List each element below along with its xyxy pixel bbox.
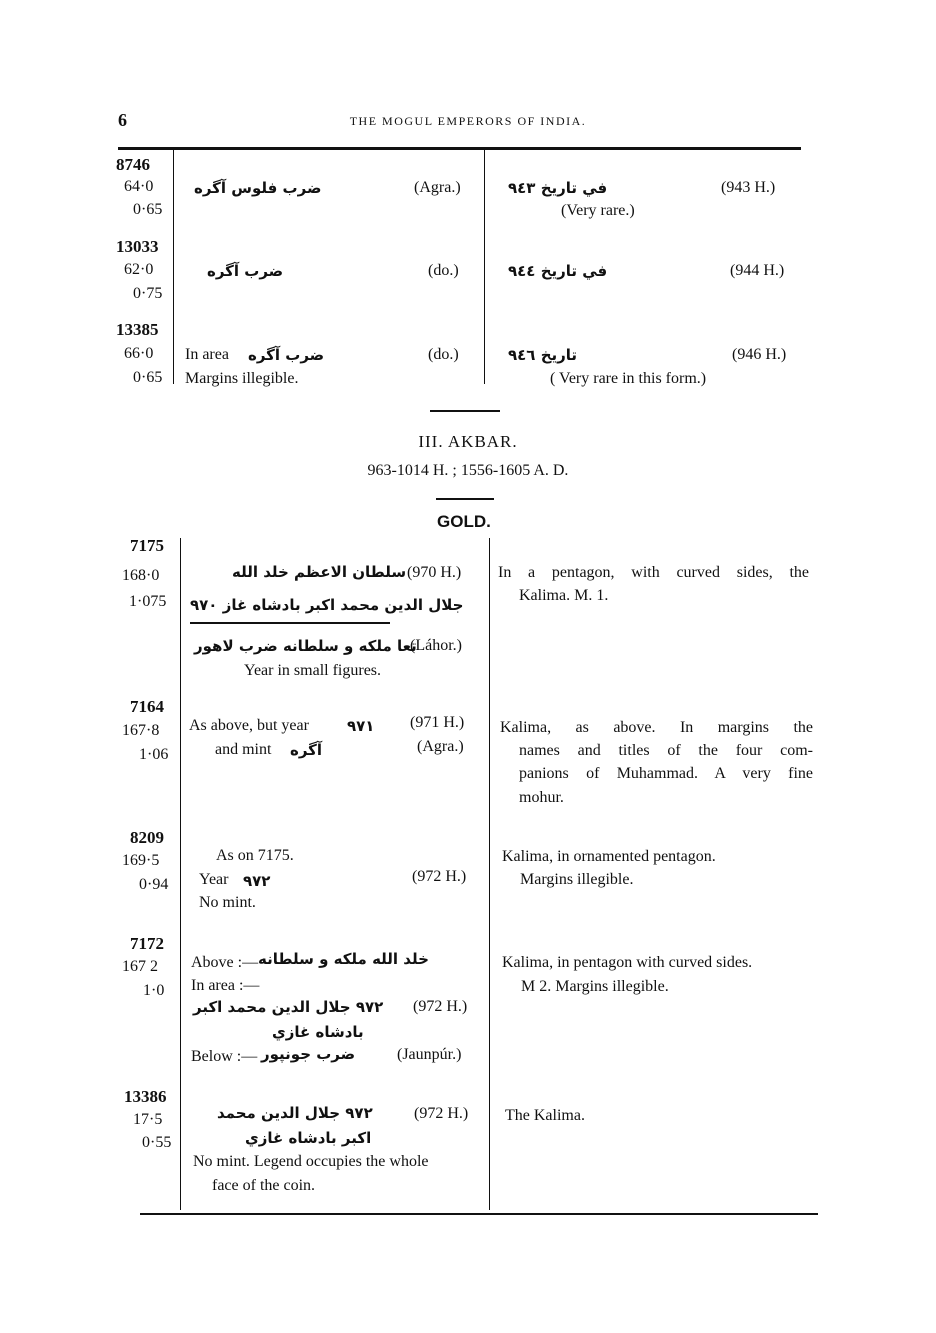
catalogue-number: 7164 (130, 697, 164, 716)
rarity-note: ( Very rare in this form.) (550, 370, 707, 387)
reverse-description: Margins illegible. (520, 871, 634, 888)
mint-arabic: آگره (290, 741, 323, 759)
reverse-description: In a pentagon, with curved sides, the (498, 564, 809, 581)
section-rule (430, 410, 500, 412)
legend-stroke (190, 622, 390, 624)
area-label: In area :— (191, 977, 260, 994)
obverse-legend-line: اکبر بادشاه غازي (245, 1129, 372, 1147)
metal-heading: GOLD. (437, 512, 491, 531)
obverse-text: No mint. (199, 894, 256, 911)
weight: 167·8 (122, 722, 160, 739)
size: 0·55 (142, 1134, 172, 1151)
reverse-description: Kalima, as above. In margins the (500, 719, 813, 736)
obverse-text: face of the coin. (212, 1177, 316, 1194)
reverse-description: Kalima, in ornamented pentagon. (502, 848, 716, 865)
mint: (Jaunpúr.) (397, 1046, 462, 1063)
mint: (Láhor.) (410, 637, 462, 654)
below-label: Below :— (191, 1048, 258, 1065)
reverse-legend: في تاريخ ٩٤٤ (508, 262, 608, 280)
note: Year in small figures. (244, 662, 382, 679)
obverse-legend-line: سلطان الاعظم خلد الله (232, 563, 407, 581)
catalogue-number: 13386 (124, 1087, 167, 1106)
obverse-text: As above, but year (189, 717, 309, 734)
mint: (Agra.) (414, 179, 461, 196)
reverse-description: The Kalima. (505, 1107, 585, 1124)
catalogue-number: 8746 (116, 155, 150, 174)
reverse-description: names and titles of the four com- (519, 742, 813, 759)
catalogue-number: 8209 (130, 828, 164, 847)
reverse-description: M 2. Margins illegible. (521, 978, 669, 995)
year-arabic: ٩٧٢ (243, 872, 271, 890)
header-rule (118, 147, 801, 150)
mint: (do.) (428, 346, 459, 363)
footer-rule (140, 1213, 818, 1215)
upper-divider-left (173, 150, 174, 384)
catalogue-number: 13033 (116, 237, 159, 256)
above-label: Above :— (191, 954, 259, 971)
reverse-description: mohur. (519, 789, 564, 806)
upper-divider-mid (484, 150, 485, 384)
hijri-year: (971 H.) (410, 714, 465, 731)
obverse-legend: ضرب آگره (207, 262, 284, 280)
rarity-note: (Very rare.) (561, 202, 635, 219)
hijri-year: (970 H.) (407, 564, 462, 581)
gold-divider-left (180, 538, 181, 1210)
gold-divider-mid (489, 538, 490, 1210)
hijri-year: (972 H.) (413, 998, 468, 1015)
hijri-year: (943 H.) (721, 179, 776, 196)
obverse-legend-line: تعا ملكه و سلطانه ضرب لاهور (194, 637, 417, 655)
hijri-year: (946 H.) (732, 346, 787, 363)
obverse-legend-line: جلال الدين محمد اکبر بادشاه غاز ٩٧٠ (190, 596, 464, 614)
obverse-text: and mint (215, 741, 272, 758)
reverse-description: panions of Muhammad. A very fine (519, 765, 813, 782)
size: 0·65 (133, 201, 163, 218)
area-label: In area (185, 346, 229, 363)
below-legend: ضرب جونپور (261, 1045, 356, 1063)
year-arabic: ٩٧١ (347, 717, 375, 735)
weight: 169·5 (122, 852, 160, 869)
weight: 66·0 (124, 345, 154, 362)
size: 1·06 (139, 746, 169, 763)
size: 0·94 (139, 876, 169, 893)
size: 0·65 (133, 369, 163, 386)
mint: (do.) (428, 262, 459, 279)
weight: 17·5 (133, 1111, 163, 1128)
section-title: III. AKBAR. (418, 432, 518, 451)
obverse-legend: ضرب فلوس آگره (194, 179, 322, 197)
size: 0·75 (133, 285, 163, 302)
weight: 62·0 (124, 261, 154, 278)
reverse-description: Kalima. M. 1. (519, 587, 609, 604)
obverse-text: As on 7175. (216, 847, 294, 864)
running-title: THE MOGUL EMPERORS OF INDIA. (349, 114, 587, 128)
reverse-legend: تاريخ ٩٤٦ (508, 346, 578, 364)
area-legend-line: بادشاه غازي (272, 1023, 364, 1041)
obverse-text: Year (199, 871, 229, 888)
obverse-legend: ضرب آگره (248, 346, 325, 364)
hijri-year: (972 H.) (414, 1105, 469, 1122)
weight: 168·0 (122, 567, 160, 584)
catalogue-number: 13385 (116, 320, 159, 339)
obverse-legend-line: ٩٧٢ جلال الدين محمد (217, 1104, 373, 1122)
area-legend-line: ٩٧٢ جلال الدين محمد اکبر (193, 998, 384, 1016)
reverse-legend: في تاريخ ٩٤٣ (508, 179, 608, 197)
size: 1·0 (143, 982, 165, 999)
hijri-year: (944 H.) (730, 262, 785, 279)
size: 1·075 (129, 593, 167, 610)
hijri-year: (972 H.) (412, 868, 467, 885)
obverse-text: No mint. Legend occupies the whole (193, 1153, 429, 1170)
weight: 167 2 (122, 958, 158, 975)
reverse-description: Kalima, in pentagon with curved sides. (502, 954, 753, 971)
margin-note: Margins illegible. (185, 370, 299, 387)
catalogue-number: 7172 (130, 934, 164, 953)
above-legend: خلد الله ملكه و سلطانه (258, 950, 429, 968)
reign-dates: 963-1014 H. ; 1556-1605 A. D. (367, 462, 569, 479)
dates-rule (436, 498, 494, 500)
page-number: 6 (118, 110, 127, 130)
mint: (Agra.) (417, 738, 464, 755)
catalogue-number: 7175 (130, 536, 164, 555)
weight: 64·0 (124, 178, 154, 195)
